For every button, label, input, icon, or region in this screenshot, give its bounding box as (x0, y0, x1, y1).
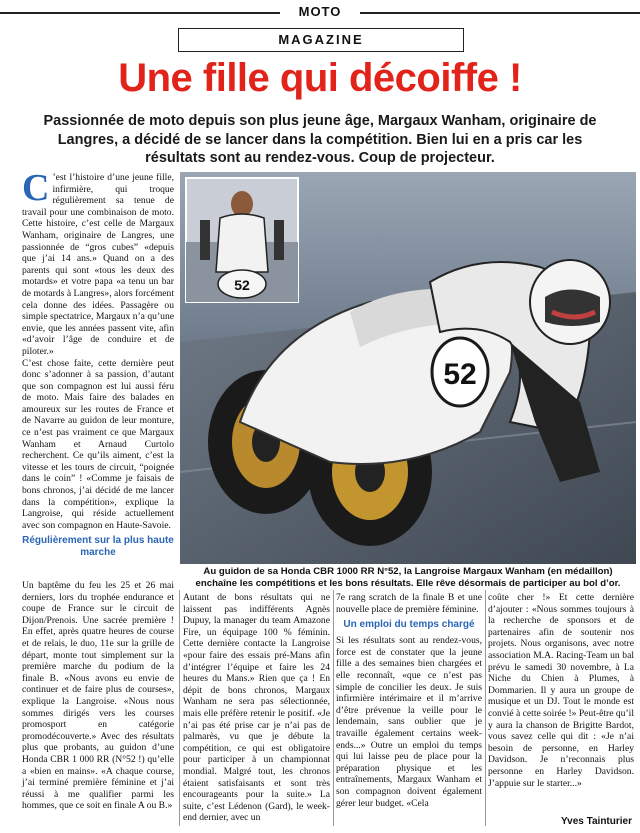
author-signature: Yves Tainturier (561, 816, 632, 827)
motorcycle-photo (180, 172, 636, 564)
col-c-paragraph-1: 7e rang scratch de la finale B et une nouvelle place de première féminine. (336, 592, 482, 615)
column-d: coûte cher !» Et cette dernière d’ajouter : «Nous sommes toujours à la recherche de sponsors et de partenaires afin de soutenir nos projets. Nous organisons, avec notre association M.A. Racing-Team un bal prévu le samedi 30 novembre, à La Niche du Chien à Plumes, à Dommarien. Il y aura un groupe de musique et un DJ. Tout le monde est convié à cette soirée !» Peut-être qu’il y aura la chanson de Brigitte Bardot, vous savez celle qui dit : «Je n’ai besoin de personne, en Harley Davidson. Je n’reconnais plus personne en Harley Davidson. J’appuie sur le starter...» (488, 592, 634, 789)
col-c-paragraph-2: Si les résultats sont au rendez-vous, force est de constater que la jeune fille a des semaines bien chargées et elle reconnaît, «que ce n’est pas simple de concilier les deux. Je suis infirmière intérimaire et il m’arrive d’être prévenue la veille pour le lendemain, sans oublier que je travaille également certains week-ends...» Outre un emploi du temps qui lui laisse peu de place pour la préparation physique et les entraînements, Margaux Wanham et son compagnon doivent également gérer leur budget. «Cela (336, 635, 482, 809)
column-divider-1 (179, 590, 180, 826)
column-b: Autant de bons résultats qui ne laissent pas indifférents Agnès Dupuy, la manager du team Amazone Fire, un équipage 100 % féminin. Cette dernière contacte la Langroise «pour faire des essais pré-Mans afin d’intégrer l’équipe et faire les 24 heures du Mans.» Rien que ça ! En dépit de bons chronos, Margaux Wanham ne sera pas sélectionnée, mais elle préfère retenir le positif. «Je n’ai pas été prise car je n’ai pas de palmarès, vu que je débute la compétition, ce qui est obligatoire pour participer à un championnat mondial. Malgré tout, les chronos étaient satisfaisants et sont très encourageants pour la suite.» La suite, c’est Lédenon (Gard), le week-end dernier, avec un (183, 592, 330, 824)
column-c (336, 592, 482, 809)
subheading-1: Régulièrement sur la plus haute marche (22, 535, 174, 559)
col1-paragraph-2: C’est chose faite, cette dernière peut donc s’adonner à sa passion, d’autant que son compagnon est lui aussi féru de moto. Mais faire des balades en amoureux sur les routes de France et de Navarre au guidon de leur monture, ce n’est pas vraiment ce que Margaux Wanham et Arnaud Curtolo recherchent. Ce qu’ils aiment, c’est la vitesse et les tours de circuit, “poignée dans le coin” ! «Comme je faisais de bons chronos, j’ai décidé de me lancer dans la compétition», explique la Langroise, qui réside actuellement avec son compagnon en Haute-Savoie. (22, 357, 174, 531)
headline: Une fille qui décoiffe ! (118, 56, 522, 100)
column-divider-3 (485, 590, 486, 826)
column-a: Un baptême du feu les 25 et 26 mai derniers, lors du trophée endurance et coupe de France sur le circuit de Dijon/Prenois. Une sacrée première ! En effet, après quatre heures de course et de relais, le duo, 11e sur la grille de départ, monte tout simplement sur la première marche du podium de la finale B. «Nous avons eu envie de continuer et de faire plus de courses», explique la Langroise. «Nous nous sommes dirigés vers les courses promosport en catégorie promodécouverte.» Avec des résultats plus que probants, au guidon d’une Honda CBR 1 000 RR (N°52 !) qu’elle a «bien en mains». «A chaque course, j’ai terminé première féminine et j’ai réussi à me qualifier parmi les hommes, que ce soit en finale A ou B.» (22, 580, 174, 812)
col1-paragraph-1: ’est l’histoire d’une jeune fille, infirmière, qui troque régulièrement sa tenue de travail pour une combinaison de moto. Cette histoire, c’est celle de Margaux Wanham, originaire de Langres, une passionnée de “gros cubes” «depuis que j’ai 14 ans.» Quand on a des parents qui sont «tous les deux des motards» et votre papa «a tenu un bar de motards à Langres», alors forcément cela donne des idées. Passagère ou simple spectatrice, Margaux n’a qu’une envie, que les années passent vite, afin «d’avoir l’âge de conduire et de piloter.» (22, 172, 174, 357)
subheading-2: Un emploi du temps chargé (343, 619, 475, 631)
column-1 (22, 167, 174, 563)
column-divider-2 (333, 590, 334, 826)
photo-caption: Au guidon de sa Honda CBR 1000 RR N°52, la Langroise Margaux Wanham (en médaillon) enchaîne les compétitions et les bons résultats. Elle rêve désormais de participer au bol d’or. (195, 566, 621, 589)
magazine-label: MAGAZINE (178, 28, 464, 52)
main-photo (180, 172, 636, 564)
section-label: MOTO (298, 4, 342, 19)
dropcap: C (22, 167, 50, 209)
bike-number: 52 (443, 358, 477, 391)
intro-paragraph: Passionnée de moto depuis son plus jeune âge, Margaux Wanham, originaire de Langres, a décidé de se lancer dans la compétition. Bien lui en a pris car les résultats sont au rendez-vous. Coup de projecteur. (43, 113, 597, 166)
inset-number: 52 (234, 277, 250, 293)
